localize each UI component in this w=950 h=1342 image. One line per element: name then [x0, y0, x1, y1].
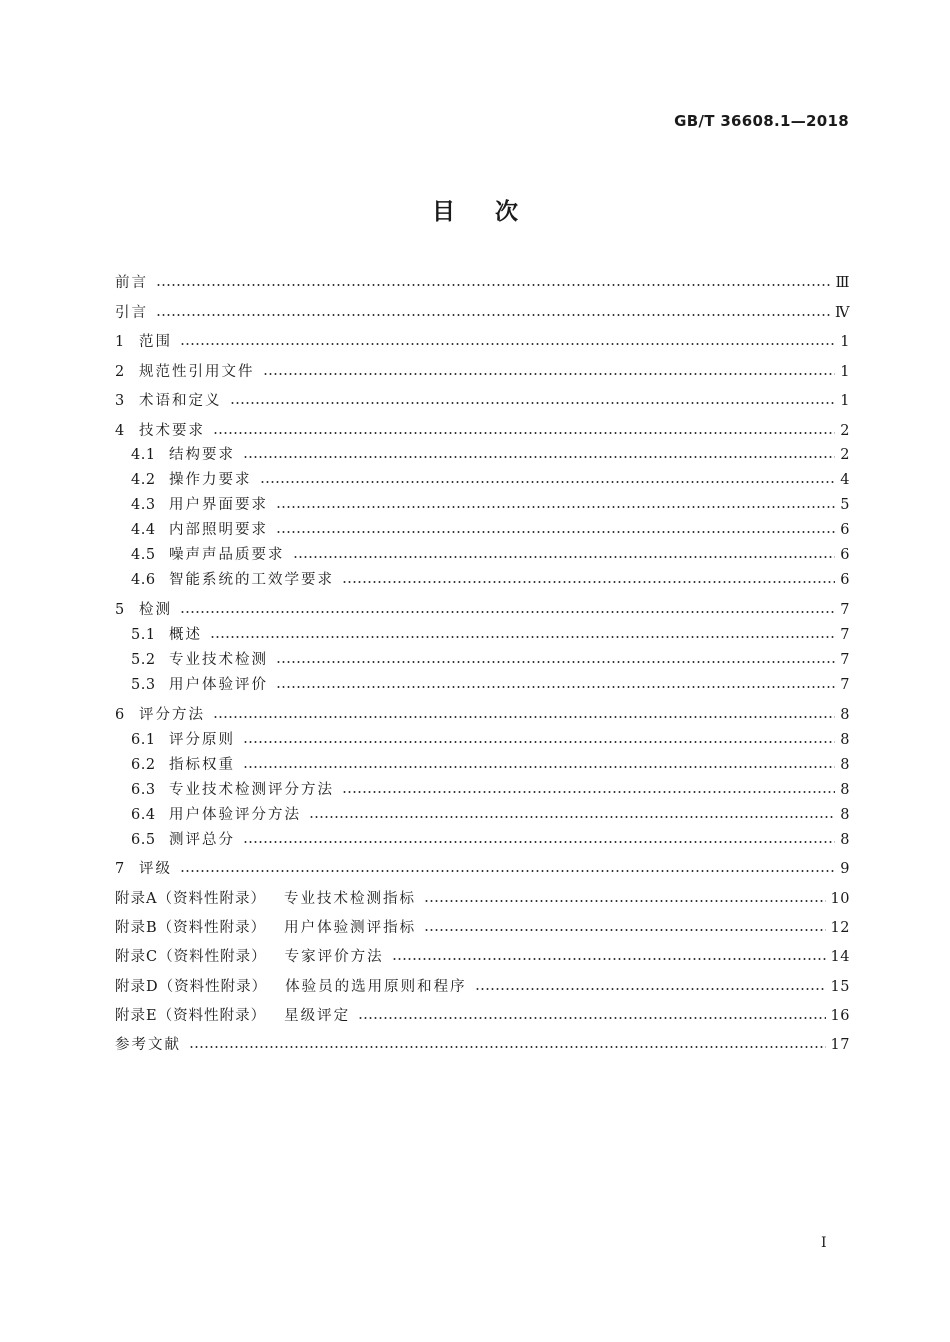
toc-entry-label: 评分原则: [169, 732, 235, 748]
toc-entry-label: 噪声声品质要求: [169, 547, 285, 563]
dot-leader: [260, 481, 836, 483]
toc-annex-entry[interactable]: [115, 1006, 850, 1026]
toc-annex-designation: 附录C（资料性附录）: [115, 949, 267, 965]
toc-annex-entry[interactable]: [115, 977, 850, 997]
toc-entry-page: 8: [840, 757, 850, 773]
toc-entry[interactable]: [115, 332, 850, 352]
toc-entry-page: 14: [830, 949, 850, 965]
toc-entry-page: 9: [840, 861, 850, 877]
toc-subentry[interactable]: [115, 755, 850, 775]
dot-leader: [358, 1017, 825, 1019]
toc-subentry[interactable]: [115, 805, 850, 825]
dot-leader: [156, 314, 830, 316]
toc-entry-page: 8: [840, 832, 850, 848]
toc-entry-label: 技术要求: [139, 423, 205, 439]
dot-leader: [424, 900, 826, 902]
toc-entry-label: 参考文献: [115, 1037, 181, 1053]
toc-entry-number: 4.3: [131, 497, 156, 513]
dot-leader: [276, 506, 835, 508]
toc-entry-label: 智能系统的工效学要求: [169, 572, 334, 588]
toc-entry-page: 1: [840, 393, 850, 409]
toc-entry-page: 15: [830, 979, 850, 995]
toc-entry-page: 17: [830, 1037, 850, 1053]
dot-leader: [189, 1046, 826, 1048]
toc-entry-label: 范围: [139, 334, 172, 350]
toc-entry-label: 前言: [115, 275, 148, 291]
toc-annex-title: 用户体验测评指标: [284, 920, 417, 936]
toc-annex-entry[interactable]: [115, 947, 850, 967]
toc-entry-label: 用户体验评价: [169, 677, 268, 693]
toc-entry-page: 6: [840, 572, 850, 588]
toc-entry-page: 7: [840, 677, 850, 693]
dot-leader: [276, 686, 835, 688]
toc-subentry[interactable]: [115, 730, 850, 750]
toc-entry-label: 用户界面要求: [169, 497, 268, 513]
toc-entry-page: 2: [840, 423, 850, 439]
dot-leader: [180, 611, 835, 613]
dot-leader: [309, 816, 835, 818]
toc-entry-number: 4.6: [131, 572, 156, 588]
toc-entry-number: 1: [115, 334, 125, 350]
toc-subentry[interactable]: [115, 780, 850, 800]
toc-entry-number: 3: [115, 393, 125, 409]
toc-entry-number: 6.4: [131, 807, 156, 823]
toc-entry-label: 内部照明要求: [169, 522, 268, 538]
toc-entry-number: 5: [115, 602, 125, 618]
toc-annex-title: 星级评定: [284, 1008, 351, 1024]
toc-entry-number: 4.4: [131, 522, 156, 538]
dot-leader: [213, 432, 835, 434]
dot-leader: [475, 988, 826, 990]
toc-annex-entry[interactable]: [115, 889, 850, 909]
toc-subentry[interactable]: [115, 830, 850, 850]
toc-annex-designation: 附录E（资料性附录）: [115, 1008, 267, 1024]
toc-subentry[interactable]: [115, 495, 850, 515]
toc-entry-label: 用户体验评分方法: [169, 807, 301, 823]
toc-entry-label: 专业技术检测: [169, 652, 268, 668]
toc-entry-number: 6.1: [131, 732, 156, 748]
dot-leader: [243, 766, 835, 768]
toc-entry-number: 6.5: [131, 832, 156, 848]
toc-entry-label: 测评总分: [169, 832, 235, 848]
dot-leader: [424, 929, 825, 931]
toc-entry[interactable]: [115, 391, 850, 411]
toc-entry-label: 概述: [169, 627, 202, 643]
toc-entry-number: 6: [115, 707, 125, 723]
toc-entry-page: 12: [830, 920, 850, 936]
toc-entry-label: 引言: [115, 305, 148, 321]
toc-entry-page: 10: [830, 891, 850, 907]
toc-subentry[interactable]: [115, 625, 850, 645]
dot-leader: [276, 661, 835, 663]
toc-entry-page: Ⅳ: [835, 305, 850, 321]
dot-leader: [213, 716, 835, 718]
toc-entry-page: 7: [840, 602, 850, 618]
toc-entry-number: 4.5: [131, 547, 156, 563]
toc-entry-label: [115, 947, 384, 967]
toc-entry[interactable]: [115, 273, 850, 293]
toc-annex-title: 专业技术检测指标: [283, 891, 416, 907]
toc-entry-number: 2: [115, 364, 125, 380]
dot-leader: [342, 581, 835, 583]
dot-leader: [180, 343, 835, 345]
toc-entry-number: 6.2: [131, 757, 156, 773]
toc-entry-page: 8: [840, 807, 850, 823]
toc-entry-number: 4: [115, 423, 125, 439]
toc-entry[interactable]: [115, 421, 850, 441]
toc-entry-page: 6: [840, 522, 850, 538]
toc-entry-page: 8: [840, 707, 850, 723]
toc-subentry[interactable]: [115, 520, 850, 540]
dot-leader: [243, 741, 835, 743]
dot-leader: [243, 841, 835, 843]
dot-leader: [156, 284, 831, 286]
toc-entry-page: 8: [840, 782, 850, 798]
dot-leader: [243, 456, 835, 458]
toc-entry-number: 5.3: [131, 677, 156, 693]
standard-number: GB/T 36608.1—2018: [674, 112, 849, 130]
toc-entry[interactable]: [115, 859, 850, 879]
toc-entry-label: 评分方法: [139, 707, 205, 723]
toc-entry-label: 规范性引用文件: [139, 364, 255, 380]
dot-leader: [392, 958, 826, 960]
toc-entry-page: 2: [840, 447, 850, 463]
toc-subentry[interactable]: [115, 545, 850, 565]
toc-entry-number: 5.1: [131, 627, 156, 643]
toc-entry-label: [115, 1006, 350, 1026]
toc-entry-number: 4.1: [131, 447, 156, 463]
toc-entry[interactable]: [115, 362, 850, 382]
dot-leader: [210, 636, 835, 638]
toc-entry-page: 7: [840, 627, 850, 643]
toc-annex-designation: 附录B（资料性附录）: [115, 920, 267, 936]
toc-entry-label: 指标权重: [169, 757, 235, 773]
toc-entry-label: 检测: [139, 602, 172, 618]
toc-entry-label: [115, 889, 416, 909]
toc-entry-page: 8: [840, 732, 850, 748]
toc-entry-page: 6: [840, 547, 850, 563]
toc-entry-label: [115, 977, 467, 997]
dot-leader: [276, 531, 835, 533]
dot-leader: [263, 373, 836, 375]
toc-subentry[interactable]: [115, 570, 850, 590]
toc-annex-title: 专家评价方法: [284, 949, 384, 965]
toc-annex-title: 体验员的选用原则和程序: [285, 979, 467, 995]
toc-entry-page: Ⅲ: [835, 275, 850, 291]
toc-entry[interactable]: [115, 600, 850, 620]
toc-entry[interactable]: [115, 303, 850, 323]
toc-entry-label: 专业技术检测评分方法: [169, 782, 334, 798]
toc-entry-label: 评级: [139, 861, 172, 877]
toc-entry-number: 4.2: [131, 472, 156, 488]
toc-subentry[interactable]: [115, 445, 850, 465]
dot-leader: [342, 791, 835, 793]
toc-subentry[interactable]: [115, 650, 850, 670]
dot-leader: [180, 870, 835, 872]
toc-entry[interactable]: [115, 705, 850, 725]
toc-entry-number: 6.3: [131, 782, 156, 798]
dot-leader: [293, 556, 836, 558]
toc-entry-page: 5: [840, 497, 850, 513]
toc-entry[interactable]: [115, 1035, 850, 1055]
toc-entry-page: 16: [830, 1008, 850, 1024]
toc-entry-number: 5.2: [131, 652, 156, 668]
toc-entry-label: [115, 918, 416, 938]
toc-annex-designation: 附录A（资料性附录）: [115, 891, 266, 907]
toc-entry-label: 操作力要求: [169, 472, 252, 488]
toc-entry-page: 1: [840, 364, 850, 380]
toc-entry-number: 7: [115, 861, 125, 877]
toc-annex-entry[interactable]: [115, 918, 850, 938]
dot-leader: [230, 402, 836, 404]
toc-annex-designation: 附录D（资料性附录）: [115, 979, 268, 995]
toc-entry-page: 7: [840, 652, 850, 668]
toc-entry-label: 术语和定义: [139, 393, 222, 409]
page-title: 目次: [432, 199, 558, 225]
toc-subentry[interactable]: [115, 675, 850, 695]
toc-subentry[interactable]: [115, 470, 850, 490]
toc-entry-label: 结构要求: [169, 447, 235, 463]
toc-entry-page: 1: [840, 334, 850, 350]
page-number: I: [821, 1235, 827, 1251]
toc-entry-page: 4: [840, 472, 850, 488]
